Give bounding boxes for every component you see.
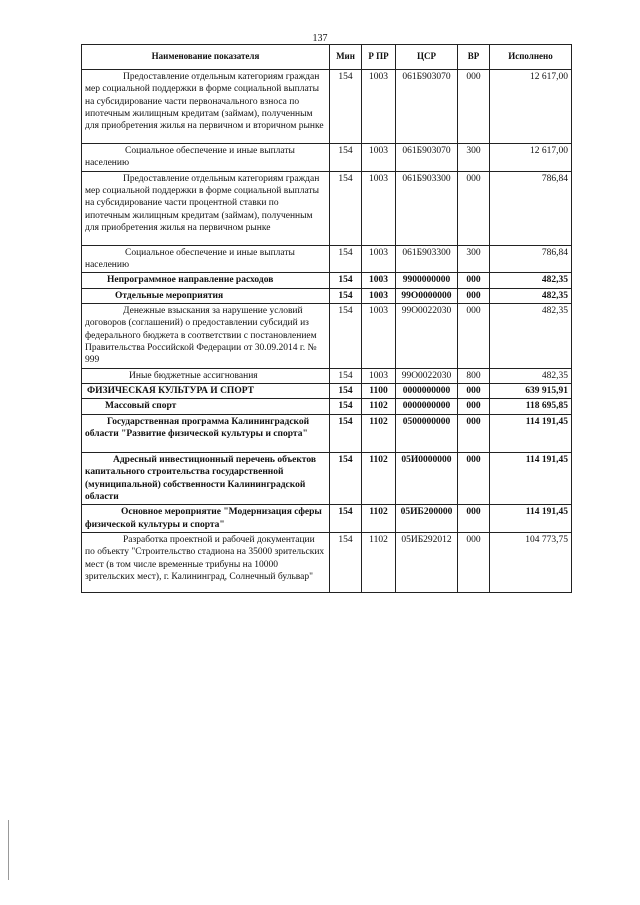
cell-rpr: 1003 xyxy=(362,245,396,273)
cell-rpr: 1102 xyxy=(362,399,396,414)
table-row xyxy=(82,532,572,592)
table-row xyxy=(82,399,572,414)
cell-min: 154 xyxy=(330,368,362,383)
cell-vr: 300 xyxy=(458,144,490,172)
cell-csr: 061Б903070 xyxy=(396,70,458,144)
cell-name: Иные бюджетные ассигнования xyxy=(82,368,330,383)
cell-vr: 000 xyxy=(458,505,490,533)
table-row xyxy=(82,288,572,303)
cell-min: 154 xyxy=(330,273,362,288)
cell-name: Отдельные мероприятия xyxy=(82,288,330,303)
cell-min: 154 xyxy=(330,288,362,303)
cell-name: Денежные взыскания за нарушение условий договоров (соглашений) о предоставлении субсидий из федерального бюджета в соответствии с постановлением Правительства Российской Федерации от 30.09.2014 г. № 999 xyxy=(82,304,330,369)
header-rpr: Р ПР xyxy=(362,45,396,70)
cell-name: Основное мероприятие "Модернизация сферы физической культуры и спорта" xyxy=(82,505,330,533)
cell-csr: 05И0000000 xyxy=(396,452,458,504)
cell-amount: 12 617,00 xyxy=(490,70,572,144)
cell-vr: 000 xyxy=(458,532,490,592)
cell-name: Социальное обеспечение и иные выплаты населению xyxy=(82,144,330,172)
cell-name: Непрограммное направление расходов xyxy=(82,273,330,288)
cell-csr: 9900000000 xyxy=(396,273,458,288)
cell-name: ФИЗИЧЕСКАЯ КУЛЬТУРА И СПОРТ xyxy=(82,384,330,399)
cell-min: 154 xyxy=(330,532,362,592)
cell-min: 154 xyxy=(330,171,362,245)
cell-csr: 0500000000 xyxy=(396,414,458,452)
table-row xyxy=(82,304,572,369)
cell-name: Социальное обеспечение и иные выплаты населению xyxy=(82,245,330,273)
cell-csr: 05ИБ200000 xyxy=(396,505,458,533)
table-row xyxy=(82,144,572,172)
cell-min: 154 xyxy=(330,245,362,273)
table-row xyxy=(82,245,572,273)
cell-amount: 639 915,91 xyxy=(490,384,572,399)
cell-name: Разработка проектной и рабочей документации по объекту "Строительство стадиона на 35000 зрительских мест (в том числе временные трибуны на 10000 зрительских мест), г. Калининград, Солнечный бульвар" xyxy=(82,532,330,592)
cell-name: Предоставление отдельным категориям граждан мер социальной поддержки в форме социальной выплаты на субсидирование части первоначального взноса по ипотечным жилищным кредитам (займам), полученным для приобретения жилья на первичном и вторичном рынке xyxy=(82,70,330,144)
table-row xyxy=(82,452,572,504)
cell-amount: 114 191,45 xyxy=(490,452,572,504)
table-row xyxy=(82,368,572,383)
cell-name: Адресный инвестиционный перечень объектов капитального строительства государственной (муниципальной) собственности Калининградской области xyxy=(82,452,330,504)
cell-amount: 12 617,00 xyxy=(490,144,572,172)
scan-edge-mark xyxy=(8,820,9,880)
budget-table xyxy=(81,44,572,593)
cell-csr: 05ИБ292012 xyxy=(396,532,458,592)
cell-name: Массовый спорт xyxy=(82,399,330,414)
table-row xyxy=(82,273,572,288)
cell-vr: 000 xyxy=(458,70,490,144)
cell-csr: 99О0000000 xyxy=(396,288,458,303)
cell-min: 154 xyxy=(330,384,362,399)
cell-rpr: 1003 xyxy=(362,304,396,369)
cell-vr: 300 xyxy=(458,245,490,273)
cell-min: 154 xyxy=(330,399,362,414)
header-min: Мин xyxy=(330,45,362,70)
cell-rpr: 1100 xyxy=(362,384,396,399)
cell-name: Предоставление отдельным категориям граждан мер социальной поддержки в форме социальной выплаты на субсидирование части процентной ставки по ипотечным жилищным кредитам (займам), полученным для приобретения жилья на первичном рынке xyxy=(82,171,330,245)
cell-min: 154 xyxy=(330,452,362,504)
table-row xyxy=(82,171,572,245)
cell-amount: 114 191,45 xyxy=(490,414,572,452)
cell-rpr: 1102 xyxy=(362,505,396,533)
cell-min: 154 xyxy=(330,505,362,533)
cell-vr: 000 xyxy=(458,288,490,303)
cell-amount: 482,35 xyxy=(490,288,572,303)
cell-amount: 786,84 xyxy=(490,171,572,245)
cell-amount: 482,35 xyxy=(490,368,572,383)
table-row xyxy=(82,414,572,452)
header-vr: ВР xyxy=(458,45,490,70)
header-csr: ЦСР xyxy=(396,45,458,70)
cell-amount: 114 191,45 xyxy=(490,505,572,533)
cell-amount: 482,35 xyxy=(490,304,572,369)
cell-rpr: 1102 xyxy=(362,414,396,452)
cell-amount: 104 773,75 xyxy=(490,532,572,592)
cell-rpr: 1003 xyxy=(362,70,396,144)
header-amount: Исполнено xyxy=(490,45,572,70)
cell-vr: 000 xyxy=(458,273,490,288)
cell-csr: 99О0022030 xyxy=(396,304,458,369)
cell-min: 154 xyxy=(330,70,362,144)
cell-csr: 061Б903070 xyxy=(396,144,458,172)
cell-rpr: 1102 xyxy=(362,452,396,504)
header-name: Наименование показателя xyxy=(82,45,330,70)
cell-rpr: 1102 xyxy=(362,532,396,592)
cell-rpr: 1003 xyxy=(362,288,396,303)
cell-csr: 061Б903300 xyxy=(396,245,458,273)
cell-rpr: 1003 xyxy=(362,368,396,383)
cell-min: 154 xyxy=(330,144,362,172)
cell-vr: 000 xyxy=(458,171,490,245)
cell-csr: 061Б903300 xyxy=(396,171,458,245)
cell-amount: 482,35 xyxy=(490,273,572,288)
cell-vr: 000 xyxy=(458,384,490,399)
cell-vr: 000 xyxy=(458,452,490,504)
cell-name: Государственная программа Калининградской области "Развитие физической культуры и спорта" xyxy=(82,414,330,452)
table-body xyxy=(82,70,572,593)
cell-vr: 000 xyxy=(458,399,490,414)
page-number: 137 xyxy=(312,33,328,44)
table-row xyxy=(82,384,572,399)
table-row xyxy=(82,70,572,144)
cell-min: 154 xyxy=(330,304,362,369)
cell-vr: 000 xyxy=(458,304,490,369)
cell-csr: 99О0022030 xyxy=(396,368,458,383)
cell-csr: 0000000000 xyxy=(396,384,458,399)
cell-min: 154 xyxy=(330,414,362,452)
cell-csr: 0000000000 xyxy=(396,399,458,414)
cell-rpr: 1003 xyxy=(362,171,396,245)
table-row xyxy=(82,505,572,533)
cell-amount: 118 695,85 xyxy=(490,399,572,414)
cell-rpr: 1003 xyxy=(362,144,396,172)
cell-vr: 800 xyxy=(458,368,490,383)
table-header-row xyxy=(82,45,572,70)
cell-vr: 000 xyxy=(458,414,490,452)
cell-amount: 786,84 xyxy=(490,245,572,273)
cell-rpr: 1003 xyxy=(362,273,396,288)
